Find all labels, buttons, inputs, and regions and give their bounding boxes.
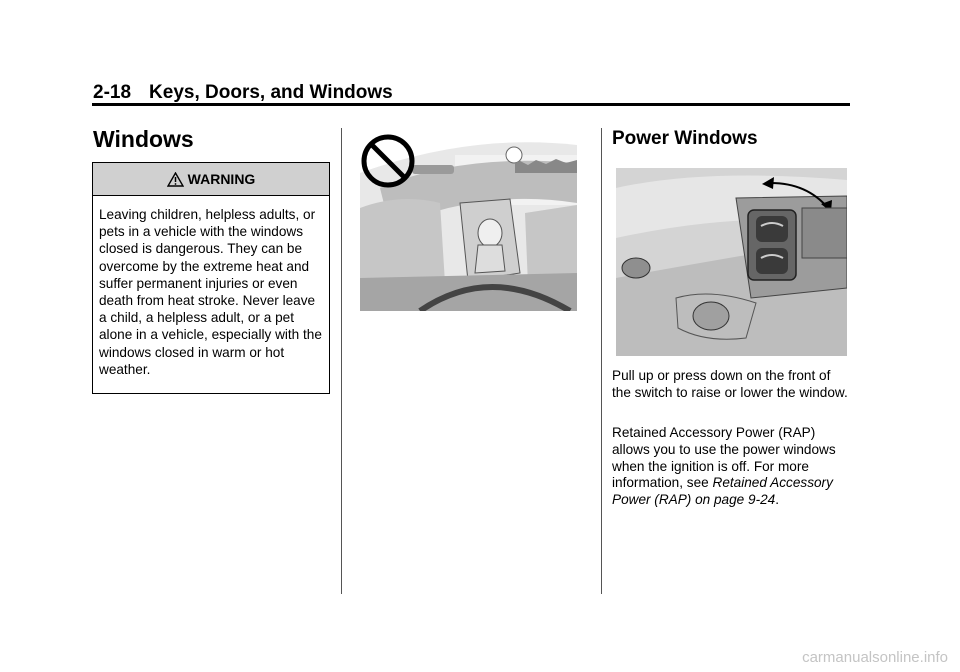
column-divider: [341, 128, 342, 594]
page-header: [93, 82, 393, 104]
child-in-car-illustration: [360, 133, 577, 311]
switch-instruction: Pull up or press down on the front of the switch to raise or lower the window.: [612, 368, 848, 400]
rap-paragraph: [612, 425, 850, 509]
warning-text: Leaving children, helpless adults, or pets in a vehicle with the windows closed is dangerous. They can be overcome by the extreme heat and suffer permanent injuries or even death from heat stroke. Never leave a child, a helpless adult, or a pet alone in a vehicle, especially with the windows closed in warm or hot weather.: [99, 207, 322, 377]
page-number: 2-18: [93, 82, 132, 103]
subsection-title: Power Windows: [612, 128, 758, 149]
chapter-title: Keys, Doors, and Windows: [149, 82, 393, 103]
warning-header: [93, 163, 329, 196]
power-window-switch-illustration: [616, 168, 847, 356]
warning-icon: [167, 172, 184, 187]
watermark: carmanualsonline.info: [802, 649, 948, 666]
rap-text: Retained Accessory Power (RAP) allows you to use the power windows when the ignition is off. For more information, see: [612, 425, 836, 491]
rap-period: .: [775, 492, 779, 508]
rap-cross-reference[interactable]: Retained Accessory Power (RAP) on page 9-24: [612, 475, 833, 508]
header-rule: [92, 103, 850, 106]
warning-box: [92, 162, 330, 394]
section-title: Windows: [93, 126, 194, 152]
warning-label: WARNING: [187, 171, 256, 187]
column-divider: [601, 128, 602, 594]
